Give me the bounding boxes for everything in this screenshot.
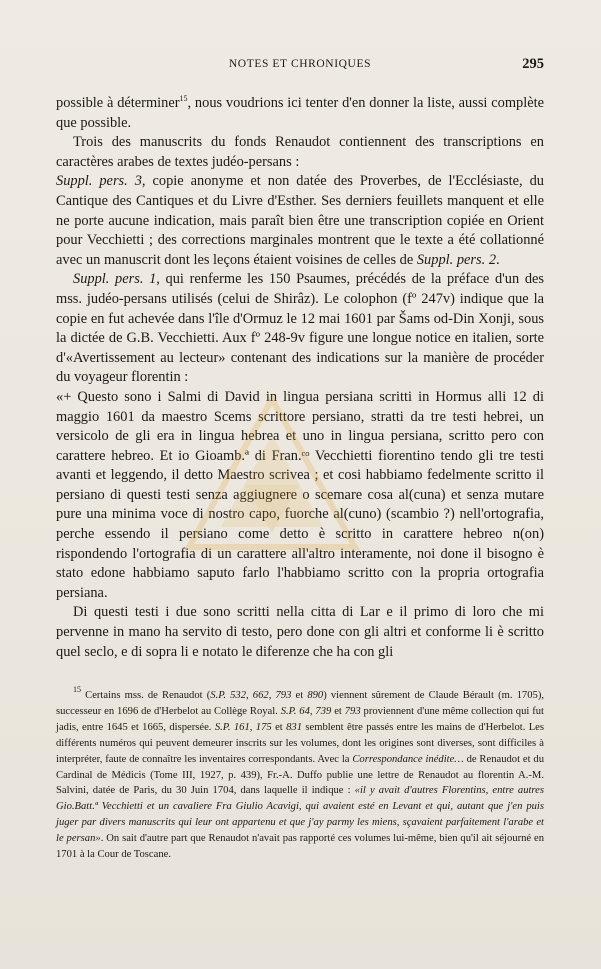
text-run: Certains mss. de Renaudot ( xyxy=(81,690,211,701)
italic-text: 793 xyxy=(344,705,361,717)
text-run: . On sait d'autre part que Renaudot n'avait pas rapporté ces volumes lui-même, bien qu'il ait séjourné en 1701 à la Cour de Toscane. xyxy=(56,833,544,861)
paragraph xyxy=(56,94,544,133)
italic-text: S.P. 64, 739 xyxy=(280,705,332,717)
italic-text: Correspondance inédite… xyxy=(352,753,464,765)
italic-text: «il y avait d'autres Florentins, entre autres Gio.Batt.ª Vecchietti et un cavaliere Fra Giulio Acavigi, qui avaient esté en Levant et qui, autant que j'en puis juger par divers manuscrits qui leur ont appartenu et que j'ay parmy les miens, sçavaient parfaitement l'arabe et le persan» xyxy=(56,785,544,845)
paragraph xyxy=(56,270,544,388)
page-number: 295 xyxy=(522,56,544,72)
text-run: ) viennent sûrement de Claude Bérault (m. 1705), successeur en 1696 de d'Herbelot au Collège Royal. xyxy=(56,690,544,717)
text-run: et xyxy=(291,690,308,701)
italic-text: Suppl. pers. 3 xyxy=(56,173,142,190)
italic-text: 890 xyxy=(307,690,324,701)
footnote-ref: 15 xyxy=(73,685,81,694)
italic-text: Suppl. pers. 2 xyxy=(416,251,497,268)
paragraph xyxy=(56,388,544,604)
text-run: Di questi testi i due sono scritti nella citta di Lar e il primo di loro che mi pervenne in mano ha servito di testo, pero done con gli altri et conforme li è scritto quel seclo, e di sopra li e notato le diferenze che ha con gli xyxy=(56,604,544,660)
running-head: NOTES ET CHRONIQUES xyxy=(228,58,372,70)
footnote-15 xyxy=(56,685,545,863)
paragraph xyxy=(56,133,544,172)
footnote-paragraph xyxy=(56,685,545,863)
italic-text: S.P. 532, 662, 793 xyxy=(210,690,292,701)
footnote-ref: 15 xyxy=(179,94,188,103)
text-run: possible à déterminer xyxy=(56,95,180,111)
text-run: semblent être passés entre les mains de d'Herbelot. Les différents numéros qui peuvent demeurer inscrits sur les volumes, dont les origines sont diverses, sont difficiles à interpréter, faute de connaître les inventaires correspondants. Avec la xyxy=(56,721,545,765)
text-run: . xyxy=(496,251,500,268)
text-run: proviennent d'une même collection qui fut jadis, entre 1645 et 1665, dispersée. xyxy=(56,705,544,733)
italic-text: 831 xyxy=(286,721,302,733)
text-run: «+ Questo sono i Salmi di David in lingua persiana scritti in Hormus alli 12 di maggio 1601 da maestro Scems scrittore persiano, stratti da tre testi hebrei, un versicolo de gli era in lingua hebrea et uno in lingua persiana, scritto pero con carattere hebreo. Et io Gioamb.ª di Fran.ᶜᵒ Vecchietti fiorentino tendo gli tre testi avanti et leggendo, il detto Maestro scrivea ; et cosi habbiamo fedelmente scritto il persiano di questi testi senza aggiugnere o scemare cosa al(cuna) et senza mutare pure una minima voce di nostro capo, fuorche al(cuno) (scambio ?) nell'ortografia, perche essendo il persiano come detto è scritto in carattere hebreo n(on) rispondendo l'ortografia di un carattere all'altro interamente, noi done il bisogno è stato edone habbiamo saputo farlo l'habbiamo scritto con la propria ortografia persiana. xyxy=(56,388,544,601)
text-run: et xyxy=(271,721,287,733)
page-header xyxy=(56,58,544,78)
body-text xyxy=(56,94,544,662)
italic-text: Suppl. pers. 1 xyxy=(73,271,157,288)
text-run: , qui renferme les 150 Psaumes, précédés de la préface d'un des mss. judéo-persans utilisés (celui de Shirâz). Le colophon (fº 247v) indique que la copie en fut achevée dans l'île d'Ormuz le 12 mai 1601 par Šams od-Din Xonji, sous la dictée de G.B. Vecchietti. Aux fº 248-9v figure une longue notice en italien, sorte d'«Avertissement au lecteur» contenant des indications sur la manière de procéder du voyageur florentin : xyxy=(56,271,544,386)
text-run: , copie anonyme et non datée des Proverbes, de l'Ecclésiaste, du Cantique des Cantiques et du Livre d'Esther. Ses derniers feuillets manquent et elle ne porte aucune indication, mais paraît bien être une transcription copiée en Orient pour Vecchietti ; des corrections marginales montrent que le texte a été collationné avec un manuscrit dont les leçons étaient voisines de celles de xyxy=(56,173,544,268)
text-run: et xyxy=(331,705,345,717)
text-run: , nous voudrions ici tenter d'en donner la liste, aussi complète que possible. xyxy=(56,95,544,131)
text-run: Trois des manuscrits du fonds Renaudot contiennent des transcriptions en caractères arabes de textes judéo-persans : xyxy=(56,134,544,170)
italic-text: S.P. 161, 175 xyxy=(214,721,272,733)
paragraph xyxy=(56,603,544,662)
paragraph xyxy=(56,172,544,270)
text-run: de Renaudot et du Cardinal de Médicis (Tome III, 1927, p. 439), Fr.-A. Duffo publie une lettre de Renaudot au florentin A.-M. Salvini, datée de Paris, du 30 Juin 1704, dans laquelle il indique : xyxy=(56,753,545,797)
